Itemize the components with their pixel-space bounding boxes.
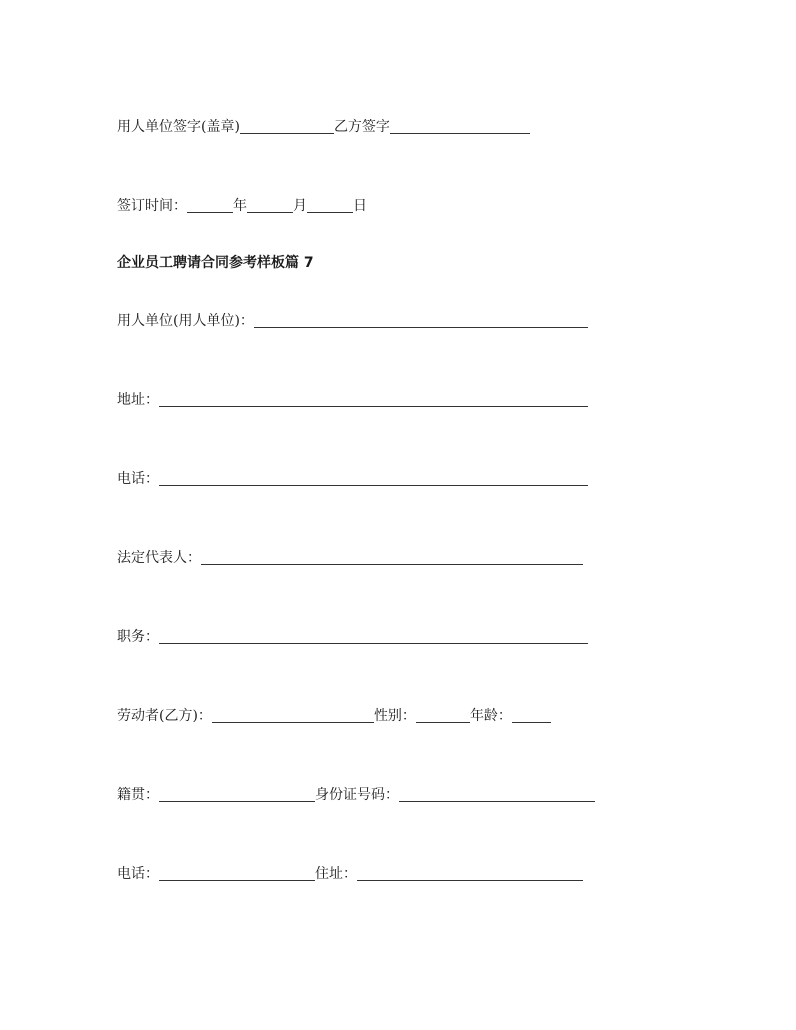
worker-blank[interactable] <box>212 721 374 723</box>
employee-phone-blank[interactable] <box>159 879 315 881</box>
heading-text: 企业员工聘请合同参考样板篇 7 <box>117 255 314 271</box>
native-place-line <box>117 785 595 805</box>
legal-rep-blank[interactable] <box>201 563 583 565</box>
position-line <box>117 627 588 647</box>
day-label: 日 <box>353 198 367 214</box>
native-place-label: 籍贯： <box>117 787 159 803</box>
legal-rep-label: 法定代表人： <box>117 550 201 566</box>
residence-label: 住址： <box>315 866 357 882</box>
residence-blank[interactable] <box>357 879 583 881</box>
id-number-blank[interactable] <box>399 800 595 802</box>
year-label: 年 <box>233 198 247 214</box>
gender-label: 性别： <box>373 708 416 724</box>
section-heading <box>117 253 314 273</box>
position-label: 职务： <box>117 629 159 645</box>
signature-line <box>117 117 530 137</box>
age-blank[interactable] <box>512 721 551 723</box>
position-blank[interactable] <box>159 642 588 644</box>
month-label: 月 <box>293 198 307 214</box>
employer-sign-blank[interactable] <box>240 132 334 134</box>
worker-label: 劳动者(乙方)： <box>117 708 212 724</box>
id-number-label: 身份证号码： <box>315 787 399 803</box>
employer-unit-label: 用人单位(用人单位)： <box>117 313 254 329</box>
age-label: 年龄： <box>469 708 512 724</box>
date-line <box>117 196 367 216</box>
date-label: 签订时间： <box>117 198 187 214</box>
year-blank[interactable] <box>187 211 233 213</box>
native-place-blank[interactable] <box>159 800 315 802</box>
employer-unit-blank[interactable] <box>254 326 588 328</box>
month-blank[interactable] <box>247 211 293 213</box>
gender-blank[interactable] <box>416 721 470 723</box>
employer-phone-blank[interactable] <box>159 484 588 486</box>
employer-unit-line <box>117 311 588 331</box>
address-label: 地址： <box>117 392 159 408</box>
employee-phone-label: 电话： <box>117 866 159 882</box>
employer-sign-label: 用人单位签字(盖章) <box>117 119 240 135</box>
employee-phone-line <box>117 864 583 884</box>
party-b-sign-blank[interactable] <box>390 132 530 134</box>
address-blank[interactable] <box>159 405 588 407</box>
employer-phone-label: 电话： <box>117 471 159 487</box>
employer-phone-line <box>117 469 588 489</box>
day-blank[interactable] <box>307 211 353 213</box>
legal-rep-line <box>117 548 583 568</box>
worker-line <box>117 706 551 726</box>
party-b-sign-label: 乙方签字 <box>333 119 390 135</box>
address-line <box>117 390 588 410</box>
